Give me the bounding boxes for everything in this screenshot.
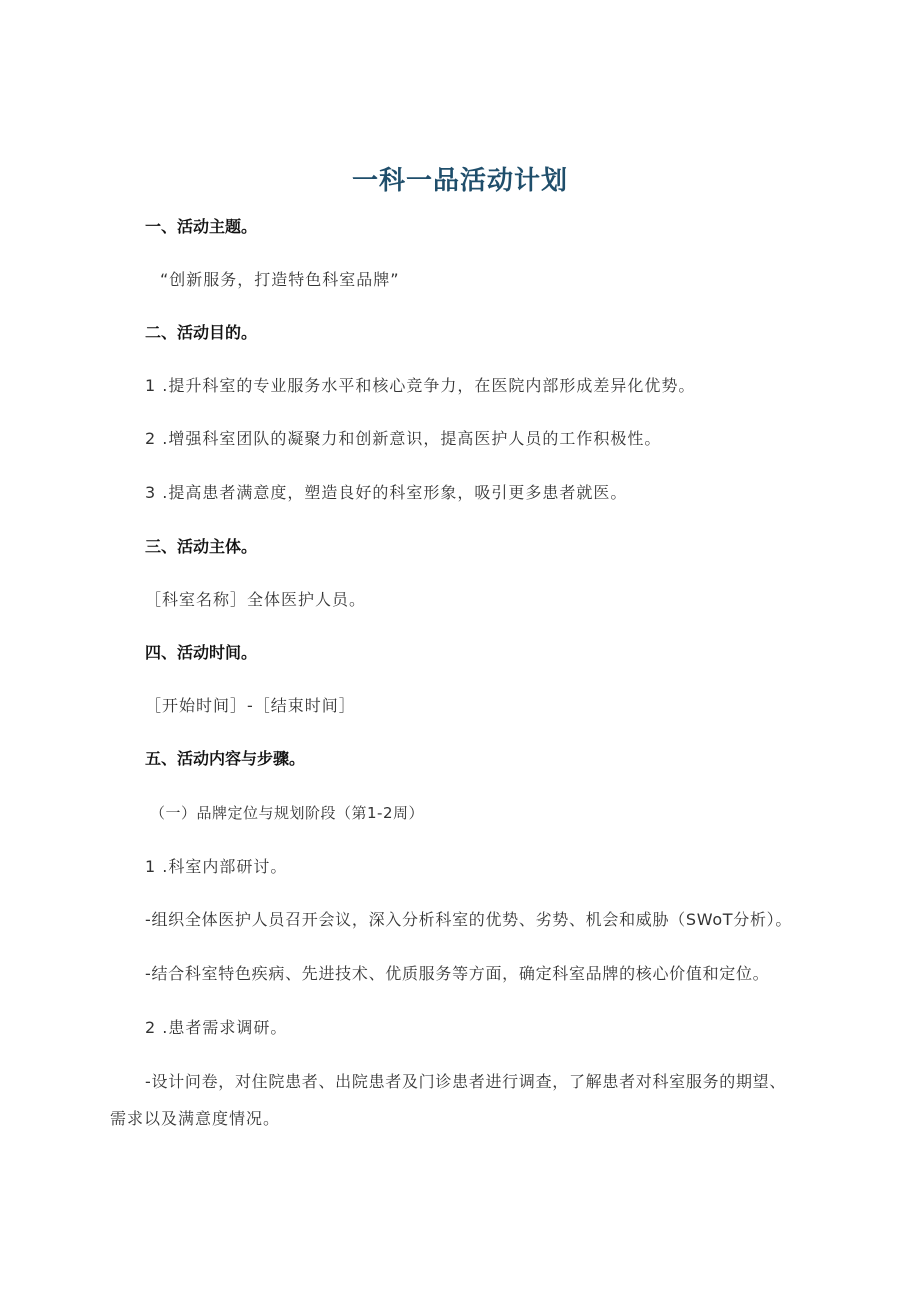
step-1-item-1: -组织全体医护人员召开会议，深入分析科室的优势、劣势、机会和威胁（SWoT分析）。 bbox=[145, 910, 793, 929]
step-2-item-line-2: 需求以及满意度情况。 bbox=[110, 1109, 281, 1128]
step-1-heading: 1 .科室内部研讨。 bbox=[145, 857, 288, 876]
purpose-item-1: 1 .提升科室的专业服务水平和核心竞争力，在医院内部形成差异化优势。 bbox=[145, 376, 696, 395]
section-heading-purpose: 二、活动目的。 bbox=[145, 323, 258, 342]
section-heading-theme: 一、活动主题。 bbox=[145, 217, 258, 236]
purpose-item-2: 2 .增强科室团队的凝聚力和创新意识，提高医护人员的工作积极性。 bbox=[145, 429, 662, 448]
time-text: ［开始时间］-［结束时间］ bbox=[145, 696, 356, 715]
page-title: 一科一品活动计划 bbox=[351, 166, 568, 196]
step-1-item-2: -结合科室特色疾病、先进技术、优质服务等方面，确定科室品牌的核心价值和定位。 bbox=[145, 964, 770, 983]
theme-text: “创新服务，打造特色科室品牌” bbox=[160, 270, 400, 289]
step-2-item-line-1: -设计问卷，对住院患者、出院患者及门诊患者进行调查，了解患者对科室服务的期望、 bbox=[145, 1072, 787, 1091]
section-heading-subject: 三、活动主体。 bbox=[145, 537, 258, 556]
subject-text: ［科室名称］全体医护人员。 bbox=[145, 590, 367, 609]
section-heading-time: 四、活动时间。 bbox=[145, 643, 258, 662]
purpose-item-3: 3 .提高患者满意度，塑造良好的科室形象，吸引更多患者就医。 bbox=[145, 483, 628, 502]
step-2-heading: 2 .患者需求调研。 bbox=[145, 1018, 288, 1037]
section-heading-content: 五、活动内容与步骤。 bbox=[145, 749, 306, 768]
phase-1-heading: （一）品牌定位与规划阶段（第1-2周） bbox=[150, 804, 425, 822]
